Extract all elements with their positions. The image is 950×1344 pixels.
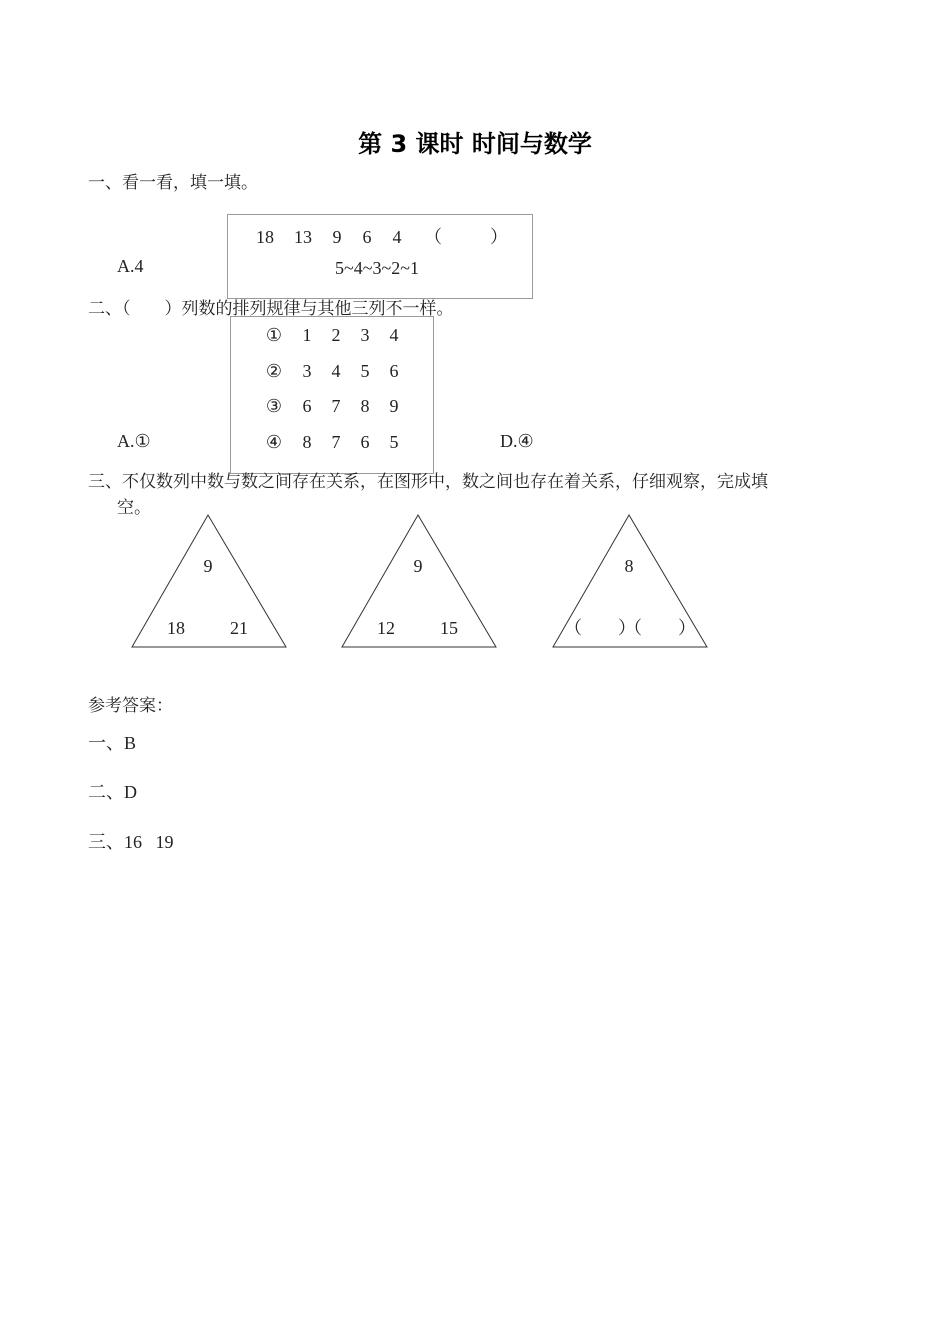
row-label: ②	[265, 361, 283, 381]
row-num: 1	[302, 325, 312, 345]
seq-item: 4	[392, 227, 402, 247]
seq-item: 18	[256, 227, 274, 247]
row-num: 6	[302, 396, 312, 416]
q1-prompt: 一、看一看，填一填。	[88, 173, 258, 193]
row-num: 4	[389, 325, 399, 345]
row-num: 5	[360, 361, 370, 381]
triangle-right-value: 15	[440, 618, 458, 638]
triangle-left-value: 18	[167, 618, 185, 638]
row-num: 3	[302, 361, 312, 381]
answers-heading: 参考答案：	[88, 696, 173, 716]
row-label: ①	[265, 325, 283, 345]
triangle-top-value: 9	[203, 556, 213, 576]
q2-row	[262, 361, 412, 385]
triangle-right-value: 21	[230, 618, 248, 638]
seq-item: 6	[362, 227, 372, 247]
q2-option-d: D.④	[500, 431, 534, 451]
q1-differences: 5~4~3~2~1	[335, 258, 419, 278]
answer-1: 一、B	[88, 733, 137, 753]
triangle-figure-2	[341, 514, 497, 648]
triangle-top-value: 8	[624, 556, 634, 576]
triangle-right-blank: （ ）	[624, 618, 696, 638]
q2-option-a: A.①	[117, 431, 151, 451]
row-num: 3	[360, 325, 370, 345]
q1-sequence	[252, 223, 510, 249]
row-num: 5	[389, 432, 399, 452]
triangle-shape	[342, 515, 496, 647]
row-num: 4	[331, 361, 341, 381]
row-num: 2	[331, 325, 341, 345]
seq-item: 9	[332, 227, 342, 247]
row-num: 7	[331, 432, 341, 452]
q2-row	[262, 396, 412, 420]
row-num: 7	[331, 396, 341, 416]
seq-item: ）	[490, 227, 508, 247]
row-num: 8	[360, 396, 370, 416]
triangle-figure-1	[131, 514, 287, 648]
q3-prompt-line1: 三、不仅数列中数与数之间存在关系，在图形中，数之间也存在着关系，仔细观察，完成填	[88, 472, 768, 492]
row-num: 8	[302, 432, 312, 452]
triangle-shape	[132, 515, 286, 647]
seq-item: 13	[294, 227, 312, 247]
row-num: 9	[389, 396, 399, 416]
q1-option-a: A.4	[117, 256, 144, 276]
triangle-left-value: 12	[377, 618, 395, 638]
row-label: ③	[265, 396, 283, 416]
answer-2: 二、D	[88, 782, 137, 802]
row-num: 6	[360, 432, 370, 452]
triangle-figure-3	[552, 514, 708, 648]
q2-row	[262, 325, 412, 349]
answer-3: 三、16 19	[88, 832, 174, 852]
seq-item: （	[424, 227, 442, 247]
page-title: 第 3 课时 时间与数学	[358, 130, 592, 158]
q2-row	[262, 432, 412, 456]
triangle-left-blank: （ ）	[564, 618, 636, 638]
q3-prompt-line2: 空。	[117, 498, 151, 518]
row-num: 6	[389, 361, 399, 381]
triangle-top-value: 9	[413, 556, 423, 576]
q2-prompt: 二、（ ）列数的排列规律与其他三列不一样。	[88, 299, 454, 319]
row-label: ④	[265, 432, 283, 452]
